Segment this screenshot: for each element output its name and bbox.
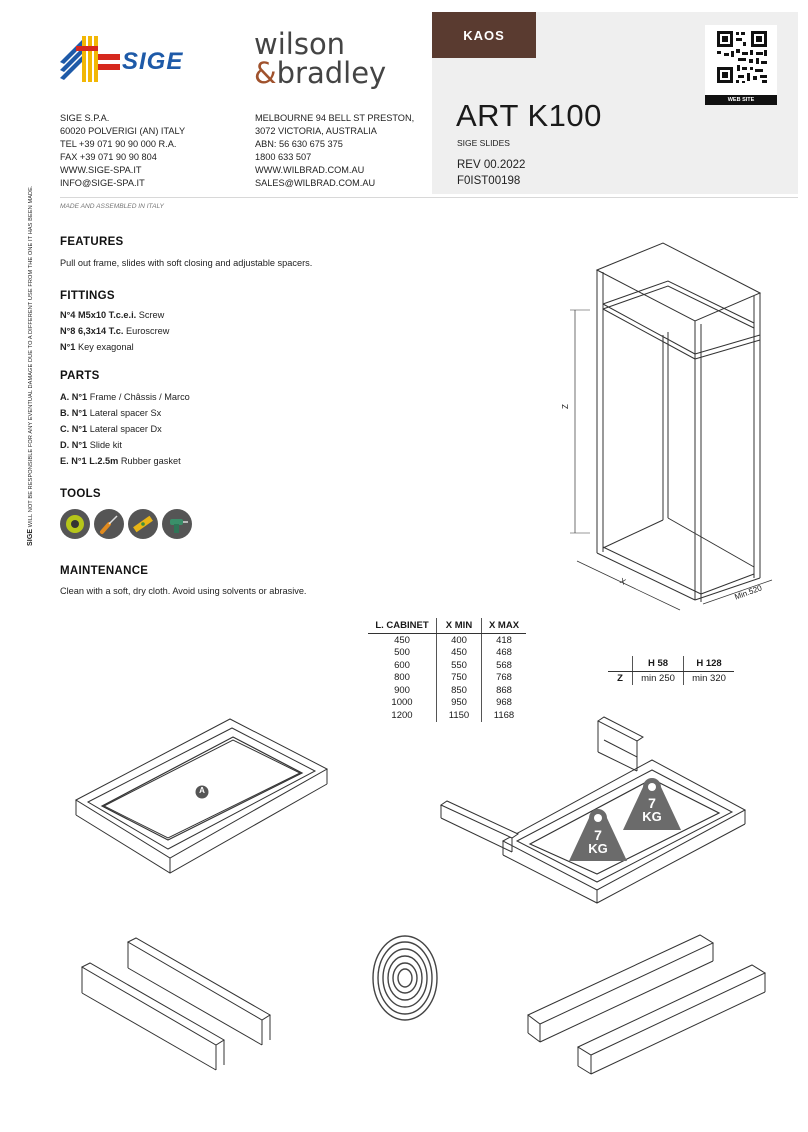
table-header: X MAX: [482, 618, 527, 634]
collection-tab: KAOS: [432, 12, 536, 58]
table-cell: 600: [394, 659, 410, 671]
sige-address-line: INFO@SIGE-SPA.IT: [60, 178, 145, 188]
table-cell: 450: [394, 634, 410, 646]
table-cell: Z: [617, 672, 623, 684]
sige-address-line: WWW.SIGE-SPA.IT: [60, 165, 142, 175]
table-header: H 58: [633, 656, 684, 672]
table-header: X MIN: [437, 618, 482, 634]
table-header: H 128: [684, 656, 735, 672]
wilson-address-line: 3072 VICTORIA, AUSTRALIA: [255, 126, 377, 136]
weight-value: 7: [594, 827, 602, 843]
wilson-logo-line2: bradley: [276, 56, 387, 90]
table-cell: 1150: [437, 709, 482, 722]
made-in-note: MADE AND ASSEMBLED IN ITALY: [60, 203, 164, 210]
table-cell: min 320: [684, 672, 735, 685]
table-cell: 950: [437, 697, 482, 710]
parts-title: PARTS: [60, 370, 100, 382]
wilson-address-line: SALES@WILBRAD.COM.AU: [255, 178, 376, 188]
wilson-address-line: WWW.WILBRAD.COM.AU: [255, 165, 365, 175]
tools-title: TOOLS: [60, 488, 101, 500]
table-cell: 400: [437, 634, 482, 647]
table-cell: 450: [437, 647, 482, 660]
product-code: ART K100: [456, 98, 602, 133]
table-cell: 468: [482, 647, 527, 660]
part-label-a: A: [199, 786, 205, 795]
table-cell: 968: [482, 697, 527, 710]
part-name: Slide kit: [89, 440, 122, 450]
table-cell: 750: [437, 672, 482, 685]
table-cell: 418: [482, 634, 527, 647]
table-cell: 568: [482, 659, 527, 672]
maintenance-text: Clean with a soft, dry cloth. Avoid using solvents or abrasive.: [60, 586, 307, 596]
table-cell: 550: [437, 659, 482, 672]
fitting-name: Key exagonal: [77, 342, 134, 352]
table-cell: 900: [394, 684, 410, 696]
sige-address-line: SIGE S.P.A.: [60, 113, 110, 123]
part-qty: A. N°1: [60, 392, 88, 402]
weight-value: 7: [648, 795, 656, 811]
maintenance-title: MAINTENANCE: [60, 565, 149, 577]
table-header: L. CABINET: [368, 618, 437, 634]
weight-badge: [585, 828, 611, 856]
fitting-qty: N°4 M5x10 T.c.e.i.: [60, 310, 137, 320]
sige-address-line: 60020 POLVERIGI (AN) ITALY: [60, 126, 186, 136]
table-cell: min 250: [633, 672, 684, 685]
fittings-title: FITTINGS: [60, 290, 115, 302]
part-qty: E. N°1 L.2.5m: [60, 456, 119, 466]
sige-address-line: TEL +39 071 90 90 000 R.A.: [60, 139, 177, 149]
liability-note-brand: SIGE: [27, 528, 34, 546]
wilson-address-line: ABN: 56 630 675 375: [255, 139, 343, 149]
weight-unit: KG: [588, 841, 608, 856]
table-cell: 868: [482, 684, 527, 697]
qr-caption: WEB SITE: [705, 95, 777, 105]
table-cell: 1200: [391, 709, 413, 721]
dim-label-x: X: [618, 576, 627, 587]
part-qty: D. N°1: [60, 440, 88, 450]
dim-label-z: Z: [560, 404, 570, 409]
part-name: Lateral spacer Sx: [89, 408, 162, 418]
table-cell: 800: [394, 672, 410, 684]
part-name: Rubber gasket: [120, 456, 181, 466]
part-qty: B. N°1: [60, 408, 88, 418]
features-title: FEATURES: [60, 236, 124, 248]
wilson-address-line: 1800 633 507: [255, 152, 312, 162]
part-name: Frame / Châssis / Marco: [89, 392, 190, 402]
sige-logo-text: SIGE: [122, 48, 184, 75]
product-line: SIGE SLIDES: [457, 138, 510, 148]
table-cell: 1000: [391, 697, 413, 709]
wilson-logo-ampersand: &: [254, 56, 277, 90]
revision: REV 00.2022: [457, 159, 526, 171]
fitting-qty: N°8 6,3x14 T.c.: [60, 326, 124, 336]
dim-label-min: Min.520: [733, 583, 764, 602]
wilson-logo-line1: wilson: [254, 27, 346, 61]
sige-address-line: FAX +39 071 90 90 804: [60, 152, 157, 162]
weight-badge: [639, 796, 665, 824]
liability-note-text: WILL NOT BE RESPONSIBLE FOR ANY EVENTUAL DAMAGE DUE TO A DIFFERENT USE FROM THE ONE IT HAS BEEN MADE.: [28, 185, 34, 528]
weight-unit: KG: [642, 809, 662, 824]
fitting-qty: N°1: [60, 342, 76, 352]
table-cell: 500: [394, 647, 410, 659]
features-text: Pull out frame, slides with soft closing and adjustable spacers.: [60, 258, 313, 268]
fitting-name: Screw: [138, 310, 165, 320]
document-code: F0IST00198: [457, 175, 521, 187]
part-name: Lateral spacer Dx: [89, 424, 162, 434]
table-cell: 850: [437, 684, 482, 697]
table-cell: 1168: [482, 709, 527, 722]
wilson-address-line: MELBOURNE 94 BELL ST PRESTON,: [255, 113, 415, 123]
part-qty: C. N°1: [60, 424, 88, 434]
table-cell: 768: [482, 672, 527, 685]
fitting-name: Euroscrew: [126, 326, 170, 336]
